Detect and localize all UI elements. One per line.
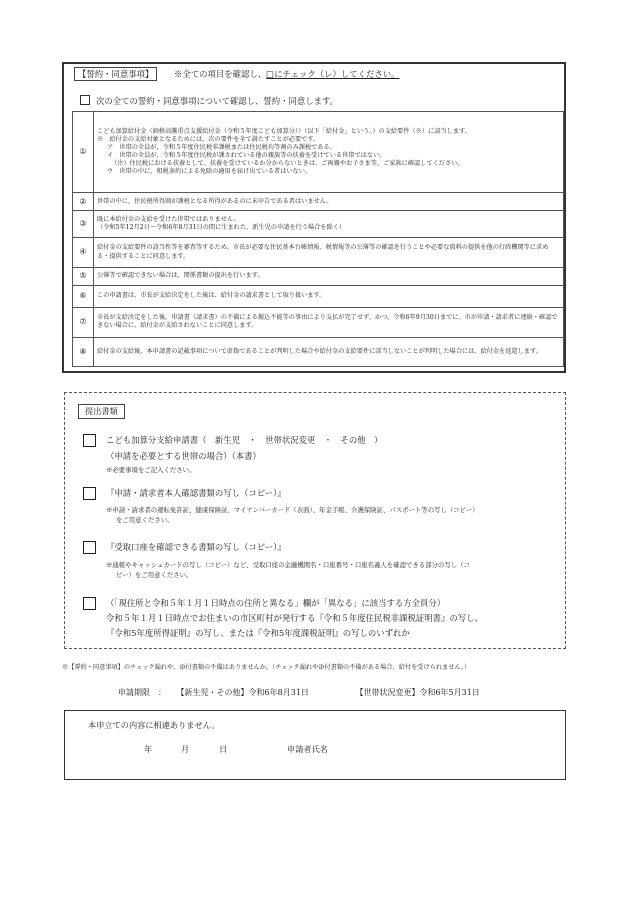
pledge-item: ⑤ 公簿等で確認できない場合は、関係書類の提出を行います。: [73, 267, 564, 285]
doc1-note: ※必要事項をご記入ください。: [106, 466, 196, 474]
pledge-item: ⑧ 給付金の支給後、本申請書の記載事項について虚偽であることが判明した場合や給付金の支給要件に該当しないことが判明した場合には、給付金を返還します。: [73, 337, 564, 366]
doc3-note-cont: ピー）をご用意ください。: [116, 571, 193, 579]
documents-title: 提出書類: [78, 404, 125, 419]
doc4-label: （「現住所と令和５年１月１日時点の住所と異なる」欄が「異なる」に該当する方全員分）: [106, 598, 446, 608]
doc4-line3: 『令和5年度所得証明』の写し、または『令和5年度課税証明』の写しのいずれか: [106, 628, 410, 638]
pledge-header: [74, 68, 399, 80]
doc4-checkbox[interactable]: [83, 597, 96, 610]
deadline-newborn: 【新生児・その他】令和6年8月31日: [176, 688, 309, 697]
deadline-row: [118, 687, 480, 698]
doc2-note-cont: をご用意ください。: [116, 516, 174, 524]
date-year-label: 年: [144, 744, 153, 754]
deadline-change: 【世帯状況変更】令和6年5月31日: [355, 688, 480, 697]
item-text: こども加算給付金（価格高騰重点支援給付金（令和５年度こども加算分））（以下「給付金」という。）の支給要件（※）に該当します。 ※ 給付金の支給対象となるためには、次の要件を全て満たすことが必要です。 ア 世帯の全員が、令和５年度住民税非課税または住民税均等割のみ課税である。 イ 世帯の全員が、令和５年度住民税が課されている他の親族等の扶養を受けている世帯ではない。 （注）住民税における扶養として、扶養を受けているか分からないときは、ご両親やお子さま等、ご家族に確認してください。 ウ 世帯の中に、租税条約による免除の適用を届け出ている者はいない。: [94, 112, 564, 193]
declaration-text: 本申立ての内容に相違ありません。: [88, 720, 220, 730]
applicant-name-label: 申請者氏名: [287, 744, 328, 754]
doc1-label: こども加算分支給申請書（ 新生児 ・ 世帯状況変更 ・ その他 ）: [106, 435, 383, 445]
agree-label: 次の全ての誓約・同意事項について確認し、誓約・同意します。: [96, 96, 339, 106]
pledge-item: ③ 既に本給付金の支給を受けた世帯ではありません。 （令和5年12月2日～令和6年8月31日の間に生まれた、新生児の申請を行う場合を除く）: [73, 211, 564, 238]
date-month-label: 月: [181, 744, 190, 754]
pledge-instruction: ※全ての項目を確認し、□にチェック（レ）してください。: [174, 69, 400, 79]
pledge-item: ⑦ 市長が支給決定をした後、申請書（請求書）の不備による振込不能等の事由により支払が完了せず、かつ、令和6年9月30日までに、市が申請・請求者に連絡・確認できない場合に、給付金が支給されないことに同意します。: [73, 308, 564, 337]
doc3-checkbox[interactable]: [83, 541, 96, 554]
pledge-header-label: 【誓約・同意事項】: [74, 67, 157, 81]
pledge-item: ⑥ この申請書は、市長が支給決定をした後は、給付金の請求書として取り扱います。: [73, 285, 564, 308]
doc4-line2: 令和５年１月１日時点でお住まいの市区町村が発行する『令和５年度住民税非課税証明書』の写し、: [106, 613, 483, 623]
pledge-item: ② 世帯の中に、住民税所得割が課税となる所得があるのに未申告である者はいません。: [73, 193, 564, 211]
footnote: ※【誓約・同意事項】のチェック漏れや、添付書類の不備はありませんか。（チェック漏れや添付書類の不備がある場合、給付を受けられません。）: [62, 664, 471, 671]
pledge-item: ④ 給付金の支給要件の該当性等を審査等するため、市長が必要な住民基本台帳情報、税情報等の公簿等の確認を行うことや必要な資料の提供を他の行政機関等に求める・提供することに同意します。: [73, 238, 564, 267]
doc2-checkbox[interactable]: [83, 487, 96, 500]
doc3-label: 『受取口座を確認できる書類の写し（コピー）』: [106, 542, 286, 552]
doc1-sub: （申請を必要とする世帯の場合）（本書）: [106, 451, 261, 461]
doc2-note: ※申請・請求者の運転免許証、健康保険証、マイナンバーカード（表面）、年金手帳、介護保険証、パスポート等の写し（コピー）: [106, 506, 479, 514]
doc3-note: ※通帳やキャッシュカードの写し（コピー）など、受取口座の金融機関名・口座番号・口座名義人を確認できる部分の写し（コ: [106, 561, 470, 569]
pledge-items-table: [72, 111, 564, 367]
date-day-label: 日: [219, 744, 228, 754]
deadline-label: 申請期限 ：: [118, 688, 166, 697]
doc1-checkbox[interactable]: [83, 434, 96, 447]
doc2-label: 『申請・請求者本人確認書類の写し（コピー）』: [106, 488, 286, 498]
agree-checkbox[interactable]: [80, 95, 90, 105]
pledge-item: [73, 112, 564, 193]
item-number: ①: [73, 112, 94, 193]
agree-row[interactable]: [80, 95, 338, 107]
